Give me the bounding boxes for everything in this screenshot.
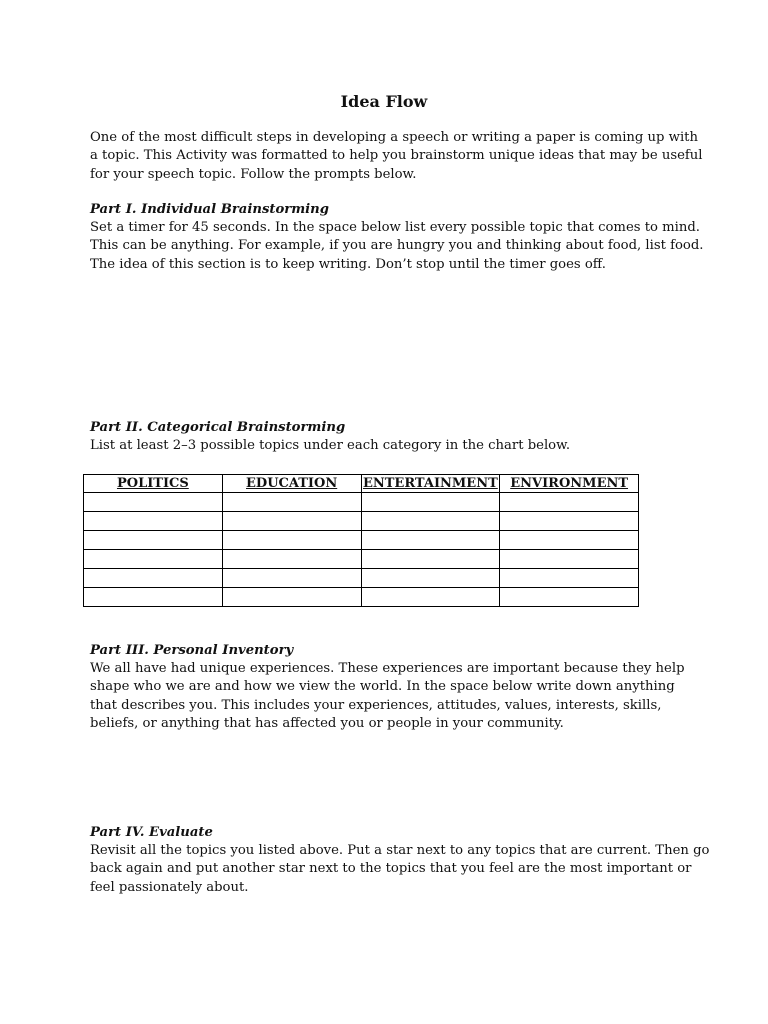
table-cell xyxy=(361,569,500,588)
table-cell xyxy=(84,493,223,512)
part4-line: back again and put another star next to the topics that you feel are the most important or xyxy=(90,861,692,877)
part4-paragraph xyxy=(90,842,710,897)
part3-line: beliefs, or anything that has affected you or people in your community. xyxy=(90,716,564,732)
part2-line: List at least 2–3 possible topics under each category in the chart below. xyxy=(90,438,571,453)
table-row xyxy=(84,512,639,531)
part3-line: We all have had unique experiences. These experiences are important because they help xyxy=(90,661,685,676)
part2-heading: Part II. Categorical Brainstorming xyxy=(90,420,346,435)
page-title: Idea Flow xyxy=(340,92,428,111)
intro-paragraph xyxy=(90,129,703,184)
table-cell xyxy=(361,512,500,531)
table-cell xyxy=(84,550,223,569)
table-row xyxy=(84,493,639,512)
part3-line: that describes you. This includes your experiences, attitudes, values, interests, skills, xyxy=(90,697,662,713)
intro-line: One of the most difficult steps in developing a speech or writing a paper is coming up with xyxy=(90,130,698,145)
part1-line: This can be anything. For example, if you are hungry you and thinking about food, list food. xyxy=(90,238,704,254)
chart-body xyxy=(84,493,639,607)
chart-header-row xyxy=(84,475,639,493)
table-cell xyxy=(500,588,639,607)
part1-paragraph xyxy=(90,219,704,274)
table-cell xyxy=(84,588,223,607)
table-cell xyxy=(222,588,361,607)
intro-line: for your speech topic. Follow the prompts below. xyxy=(90,166,417,182)
table-cell xyxy=(500,512,639,531)
table-cell xyxy=(222,569,361,588)
table-cell xyxy=(500,569,639,588)
part1-line: Set a timer for 45 seconds. In the space below list every possible topic that comes to mind. xyxy=(90,220,700,235)
table-cell xyxy=(222,512,361,531)
part3-paragraph xyxy=(90,660,690,734)
table-cell xyxy=(361,588,500,607)
table-cell xyxy=(361,493,500,512)
column-header-education: EDUCATION xyxy=(222,475,361,493)
table-row xyxy=(84,531,639,550)
part4-heading: Part IV. Evaluate xyxy=(90,825,213,840)
part4-line: Revisit all the topics you listed above. Put a star next to any topics that are current. Then go xyxy=(90,843,710,858)
column-header-environment: ENVIRONMENT xyxy=(500,475,639,493)
table-cell xyxy=(500,531,639,550)
column-header-entertainment: ENTERTAINMENT xyxy=(362,476,498,491)
table-cell xyxy=(361,550,500,569)
table-cell xyxy=(84,512,223,531)
part1-heading: Part I. Individual Brainstorming xyxy=(90,202,329,217)
part1-line: The idea of this section is to keep writing. Don’t stop until the timer goes off. xyxy=(90,256,606,272)
table-cell xyxy=(500,493,639,512)
table-cell xyxy=(222,550,361,569)
table-row xyxy=(84,588,639,607)
table-cell xyxy=(84,569,223,588)
table-cell xyxy=(222,493,361,512)
intro-line: a topic. This Activity was formatted to help you brainstorm unique ideas that may be useful xyxy=(90,148,703,164)
part3-line: shape who we are and how we view the world. In the space below write down anything xyxy=(90,679,675,695)
part3-heading: Part III. Personal Inventory xyxy=(90,643,294,658)
part2-paragraph xyxy=(90,437,690,455)
table-cell xyxy=(500,550,639,569)
table-row xyxy=(84,550,639,569)
table-cell xyxy=(361,531,500,550)
column-header-politics: POLITICS xyxy=(84,475,223,493)
table-row xyxy=(84,569,639,588)
table-cell xyxy=(84,531,223,550)
category-chart xyxy=(83,474,639,607)
table-cell xyxy=(222,531,361,550)
part4-line: feel passionately about. xyxy=(90,879,249,895)
